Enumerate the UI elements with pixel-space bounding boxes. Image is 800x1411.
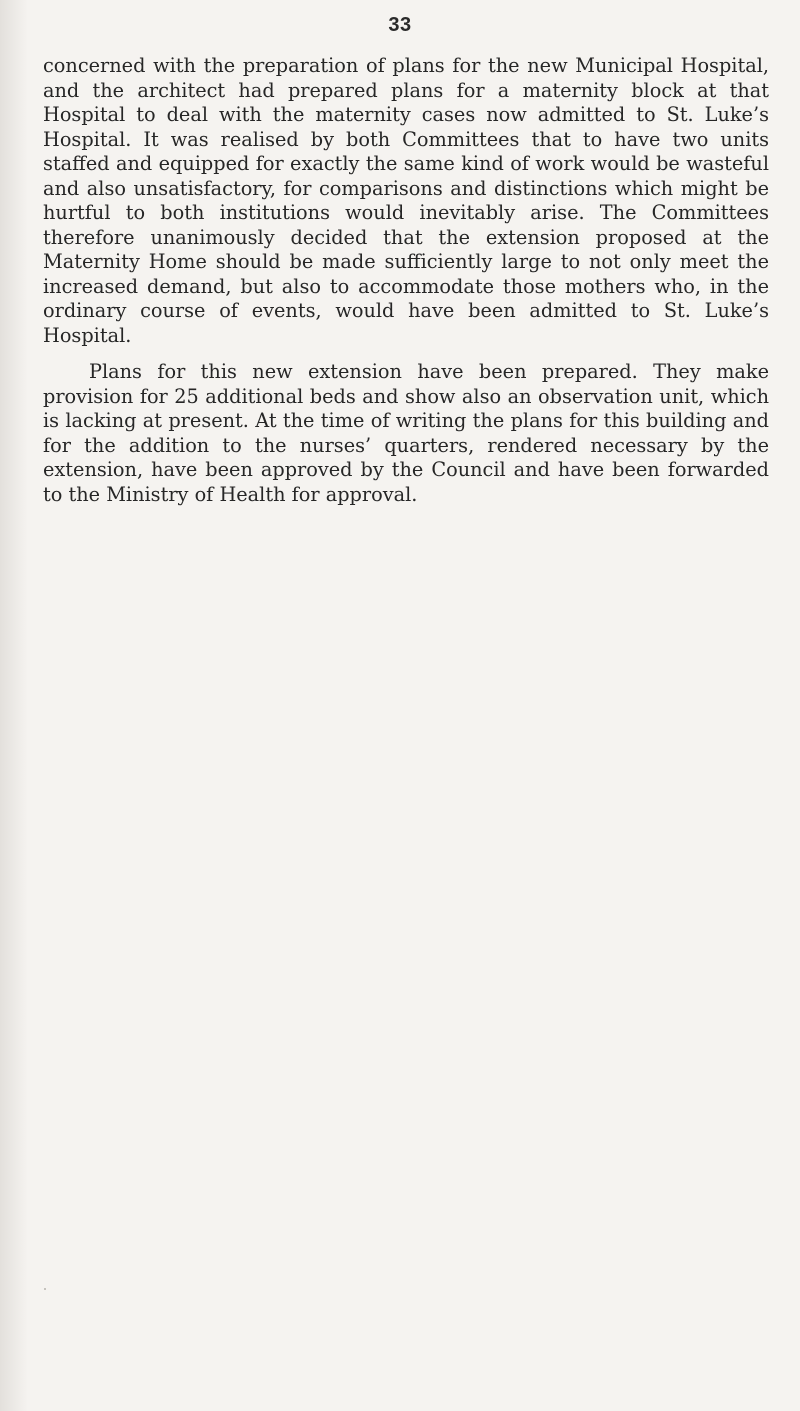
paragraph-plans: Plans for this new extension have been prepared. They make provision for 25 additional beds and show also an observation unit, which is lacking at present. At the time of writing the plans for this building and for the addition to the nurses’ quarters, rendered necessary by the extension, have been approved by the Council and have been forwarded to the Ministry of Health for approval. — [43, 360, 769, 506]
paper-speck — [44, 1288, 46, 1290]
page-edge-shadow — [0, 0, 28, 1411]
paragraph-continued: concerned with the preparation of plans for the new Municipal Hospital, and the architect had prepared plans for a maternity block at that Hospital to deal with the maternity cases now admitted to St. Luke’s Hospital. It was realised by both Committees that to have two units staffed and equipped for exactly the same kind of work would be wasteful and also unsatisfactory, for comparisons and distinctions which might be hurtful to both institutions would inevitably arise. The Committees therefore unanimously decided that the extension proposed at the Maternity Home should be made sufficiently large to not only meet the increased demand, but also to accommodate those mothers who, in the ordinary course of events, would have been admitted to St. Luke’s Hospital. — [43, 54, 769, 347]
body-text — [43, 54, 769, 507]
page-number: 33 — [388, 14, 412, 36]
